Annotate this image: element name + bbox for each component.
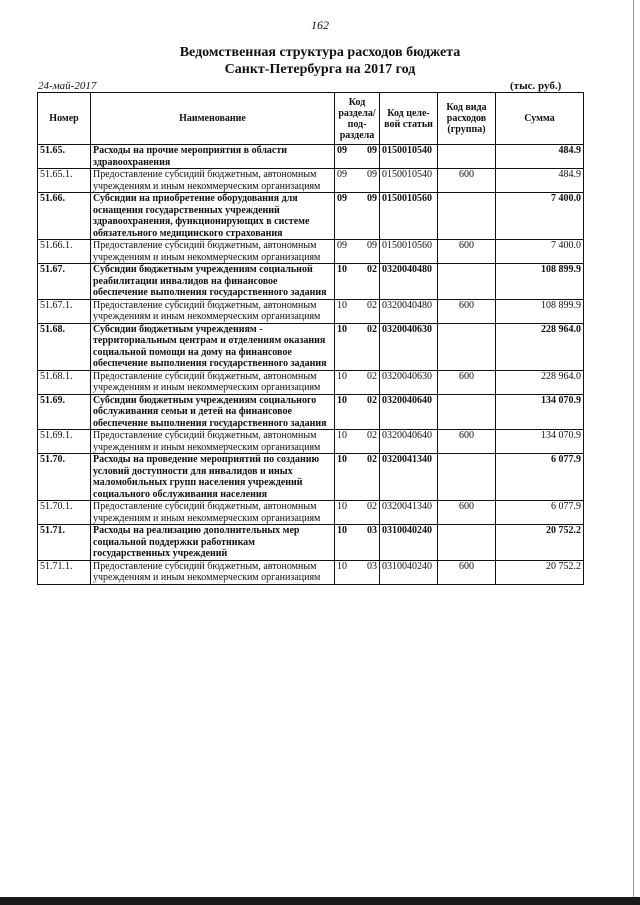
podrazdel-code: 09: [367, 169, 377, 180]
row-expense-type: [438, 323, 496, 370]
row-section-code: [335, 264, 380, 300]
podrazdel-code: 03: [367, 560, 377, 572]
row-target-code: 0150010540: [380, 145, 438, 169]
row-target-code: 0320040630: [380, 370, 438, 394]
row-target-code: 0150010560: [380, 240, 438, 264]
razdel-code: 09: [337, 240, 347, 251]
row-section-code: [335, 560, 380, 584]
page-edge: [633, 0, 634, 897]
detail-row: [38, 169, 584, 193]
row-number: 51.71.: [38, 525, 91, 561]
row-expense-type: [438, 145, 496, 169]
razdel-code: 09: [337, 193, 347, 204]
row-sum: 228 964.0: [496, 370, 584, 394]
row-sum: 6 077.9: [496, 501, 584, 525]
razdel-code: 10: [337, 525, 347, 536]
row-expense-type: [438, 394, 496, 430]
summary-row: [38, 193, 584, 240]
row-target-code: 0320040640: [380, 394, 438, 430]
row-number: 51.68.1.: [38, 370, 91, 394]
row-number: 51.65.: [38, 145, 91, 169]
row-expense-type: [438, 525, 496, 561]
razdel-code: 09: [337, 169, 347, 180]
row-number: 51.69.1.: [38, 430, 91, 454]
row-number: 51.70.: [38, 454, 91, 501]
podrazdel-code: 02: [367, 394, 377, 406]
row-sum: 20 752.2: [496, 560, 584, 584]
document-title: [0, 44, 640, 78]
row-expense-type: 600: [438, 370, 496, 394]
razdel-code: 10: [337, 560, 347, 572]
podrazdel-code: 02: [367, 323, 377, 335]
row-name: Расходы на проведение мероприятий по созданию условий доступности для инвалидов и иных маломобильных групп населения учреждений социального обслуживания населения: [91, 454, 335, 501]
razdel-code: 10: [337, 323, 347, 335]
row-name: Расходы на реализацию дополнительных мер социальной поддержки работникам государственных учреждений: [91, 525, 335, 561]
row-section-code: [335, 370, 380, 394]
budget-table: [37, 92, 584, 585]
row-section-code: [335, 299, 380, 323]
header-expense-type: Код вида расходов (группа): [438, 93, 496, 145]
row-name: Предоставление субсидий бюджетным, автономным учреждениям и иным некоммерческим организациям: [91, 299, 335, 323]
summary-row: [38, 394, 584, 430]
row-sum: 134 070.9: [496, 394, 584, 430]
row-number: 51.68.: [38, 323, 91, 370]
row-sum: 6 077.9: [496, 454, 584, 501]
row-section-code: [335, 145, 380, 169]
row-number: 51.65.1.: [38, 169, 91, 193]
summary-row: [38, 525, 584, 561]
row-number: 51.71.1.: [38, 560, 91, 584]
detail-row: [38, 560, 584, 584]
header-sum: Сумма: [496, 93, 584, 145]
header-section-code: Код раздела/ под-раздела: [335, 93, 380, 145]
row-section-code: [335, 501, 380, 525]
summary-row: [38, 323, 584, 370]
row-expense-type: 600: [438, 560, 496, 584]
row-number: 51.66.1.: [38, 240, 91, 264]
podrazdel-code: 02: [367, 430, 377, 441]
row-expense-type: 600: [438, 169, 496, 193]
row-name: Предоставление субсидий бюджетным, автономным учреждениям и иным некоммерческим организациям: [91, 240, 335, 264]
razdel-code: 10: [337, 370, 347, 382]
row-sum: 7 400.0: [496, 240, 584, 264]
row-target-code: 0310040240: [380, 525, 438, 561]
row-sum: 228 964.0: [496, 323, 584, 370]
detail-row: [38, 501, 584, 525]
detail-row: [38, 430, 584, 454]
row-expense-type: 600: [438, 430, 496, 454]
row-name: Субсидии на приобретение оборудования для оснащения государственных учреждений здравоохранения, функционирующих в системе обязательного медицинского страхования: [91, 193, 335, 240]
row-section-code: [335, 240, 380, 264]
row-name: Субсидии бюджетным учреждениям - территориальным центрам и отделениям оказания социальной помощи на дому на финансовое обеспечение выполнения государственного задания: [91, 323, 335, 370]
podrazdel-code: 09: [367, 193, 377, 204]
podrazdel-code: 09: [367, 145, 377, 156]
row-expense-type: 600: [438, 240, 496, 264]
razdel-code: 10: [337, 264, 347, 275]
row-target-code: 0320041340: [380, 501, 438, 525]
row-name: Расходы на прочие мероприятия в области здравоохранения: [91, 145, 335, 169]
row-name: Предоставление субсидий бюджетным, автономным учреждениям и иным некоммерческим организациям: [91, 430, 335, 454]
row-expense-type: 600: [438, 501, 496, 525]
document-date: 24-май-2017: [38, 80, 97, 92]
row-target-code: 0320040480: [380, 264, 438, 300]
row-sum: 134 070.9: [496, 430, 584, 454]
row-target-code: 0310040240: [380, 560, 438, 584]
podrazdel-code: 02: [367, 454, 377, 465]
row-section-code: [335, 169, 380, 193]
page-number: 162: [311, 18, 329, 32]
row-section-code: [335, 454, 380, 501]
row-number: 51.67.1.: [38, 299, 91, 323]
podrazdel-code: 02: [367, 299, 377, 311]
table-header-row: [38, 93, 584, 145]
podrazdel-code: 03: [367, 525, 377, 536]
header-number: Номер: [38, 93, 91, 145]
podrazdel-code: 02: [367, 501, 377, 512]
title-line-2: Санкт-Петербурга на 2017 год: [224, 62, 416, 77]
row-section-code: [335, 430, 380, 454]
row-number: 51.66.: [38, 193, 91, 240]
razdel-code: 10: [337, 394, 347, 406]
razdel-code: 10: [337, 501, 347, 512]
row-name: Субсидии бюджетным учреждениям социальной реабилитации инвалидов на финансовое обеспечение выполнения государственного задания: [91, 264, 335, 300]
podrazdel-code: 02: [367, 264, 377, 275]
razdel-code: 10: [337, 454, 347, 465]
summary-row: [38, 145, 584, 169]
row-name: Предоставление субсидий бюджетным, автономным учреждениям и иным некоммерческим организациям: [91, 501, 335, 525]
razdel-code: 10: [337, 430, 347, 441]
summary-row: [38, 264, 584, 300]
podrazdel-code: 02: [367, 370, 377, 382]
row-section-code: [335, 193, 380, 240]
table-body: [38, 145, 584, 585]
header-target-code: Код целе-вой статьи: [380, 93, 438, 145]
row-name: Субсидии бюджетным учреждениям социального обслуживания семьи и детей на финансовое обеспечение выполнения государственного задания: [91, 394, 335, 430]
row-section-code: [335, 525, 380, 561]
row-target-code: 0150010560: [380, 193, 438, 240]
row-sum: 484.9: [496, 145, 584, 169]
row-expense-type: [438, 454, 496, 501]
units-label: (тыс. руб.): [510, 80, 562, 92]
row-section-code: [335, 394, 380, 430]
detail-row: [38, 240, 584, 264]
row-expense-type: [438, 193, 496, 240]
row-target-code: 0320040630: [380, 323, 438, 370]
row-sum: 20 752.2: [496, 525, 584, 561]
row-number: 51.69.: [38, 394, 91, 430]
row-name: Предоставление субсидий бюджетным, автономным учреждениям и иным некоммерческим организациям: [91, 169, 335, 193]
detail-row: [38, 299, 584, 323]
row-number: 51.67.: [38, 264, 91, 300]
summary-row: [38, 454, 584, 501]
podrazdel-code: 09: [367, 240, 377, 251]
row-target-code: 0150010540: [380, 169, 438, 193]
row-target-code: 0320040640: [380, 430, 438, 454]
scan-bottom-bar: [0, 897, 640, 905]
razdel-code: 09: [337, 145, 347, 156]
row-sum: 484.9: [496, 169, 584, 193]
row-name: Предоставление субсидий бюджетным, автономным учреждениям и иным некоммерческим организациям: [91, 560, 335, 584]
row-sum: 7 400.0: [496, 193, 584, 240]
row-sum: 108 899.9: [496, 299, 584, 323]
header-name: Наименование: [91, 93, 335, 145]
row-target-code: 0320040480: [380, 299, 438, 323]
razdel-code: 10: [337, 299, 347, 311]
row-expense-type: 600: [438, 299, 496, 323]
row-number: 51.70.1.: [38, 501, 91, 525]
row-section-code: [335, 323, 380, 370]
row-name: Предоставление субсидий бюджетным, автономным учреждениям и иным некоммерческим организациям: [91, 370, 335, 394]
row-sum: 108 899.9: [496, 264, 584, 300]
row-target-code: 0320041340: [380, 454, 438, 501]
title-line-1: Ведомственная структура расходов бюджета: [179, 45, 461, 60]
row-expense-type: [438, 264, 496, 300]
detail-row: [38, 370, 584, 394]
